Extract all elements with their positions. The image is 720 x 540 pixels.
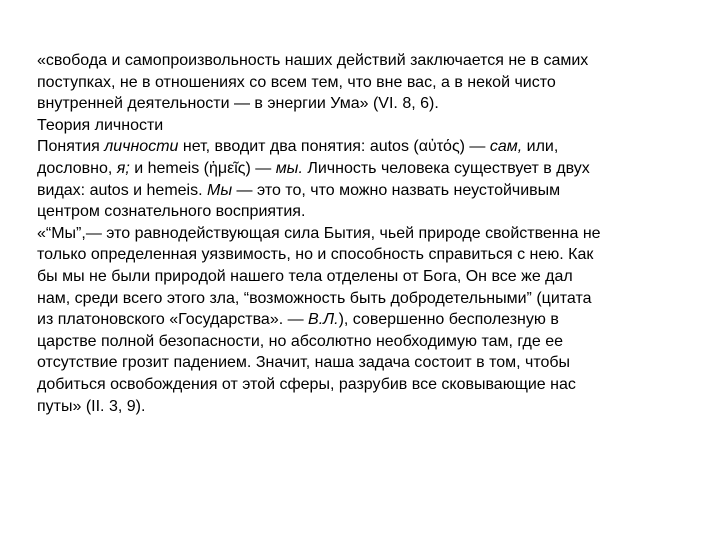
paragraph-2-line-8: добиться освобождения от этой сферы, разрубив все сковывающие нас [37, 375, 576, 393]
text-run: или, [522, 138, 559, 156]
paragraph-2-line-1: «“Мы”,— это равнодействующая сила Бытия, чьей природе свойственна не [37, 224, 601, 242]
paragraph-1-line-4: центром сознательного восприятия. [37, 203, 306, 221]
section-heading: Теория личности [37, 116, 164, 134]
text-run: из платоновского «Государства». — [37, 311, 309, 329]
italic-term: В.Л. [308, 311, 339, 329]
paragraph-2-line-4: нам, среди всего этого зла, “возможность быть добродетельными” (цитата [37, 289, 592, 307]
text-run: — это то, что можно назвать неустойчивым [232, 181, 561, 199]
italic-term: я; [116, 159, 130, 177]
paragraph-2-line-3: бы мы не были природой нашего тела отделены от Бога, Он все же дал [37, 267, 573, 285]
paragraph-2-line-6: царстве полной безопасности, но абсолютно необходимую там, где ее [37, 332, 563, 350]
text-run: ), совершенно бесполезную в [338, 311, 559, 329]
paragraph-1-line-3 [37, 180, 687, 202]
text-run: дословно, [37, 159, 117, 177]
text-run: Личность человека существует в двух [302, 159, 590, 177]
quote-line-3: внутренней деятельности — в энергии Ума» (VI. 8, 6). [37, 95, 439, 113]
text-block [37, 50, 687, 417]
italic-term: мы. [275, 159, 303, 177]
quote-line-2: поступках, не в отношениях со всем тем, что вне вас, а в некой чисто [37, 73, 556, 91]
text-run: Понятия [37, 138, 105, 156]
paragraph-2-line-7: отсутствие грозит падением. Значит, наша задача состоит в том, чтобы [37, 354, 571, 372]
text-run: и hemeis (ἡμεῖς) — [129, 159, 276, 177]
italic-term: Мы [207, 181, 233, 199]
paragraph-2-line-2: только определенная уязвимость, но и способность справиться с нею. Как [37, 246, 594, 264]
paragraph-1-line-1 [37, 136, 687, 158]
paragraph-1-line-2 [37, 158, 687, 180]
italic-term: личности [104, 138, 179, 156]
paragraph-2-line-5 [37, 309, 687, 331]
quote-line-1: «свобода и самопроизвольность наших действий заключается не в самих [37, 52, 589, 69]
italic-term: сам, [489, 138, 523, 156]
text-run: видах: autos и hemeis. [37, 181, 207, 199]
paragraph-2-line-9: путы» (II. 3, 9). [37, 397, 146, 415]
text-run: нет, вводит два понятия: autos (αὐτός) — [178, 138, 490, 156]
